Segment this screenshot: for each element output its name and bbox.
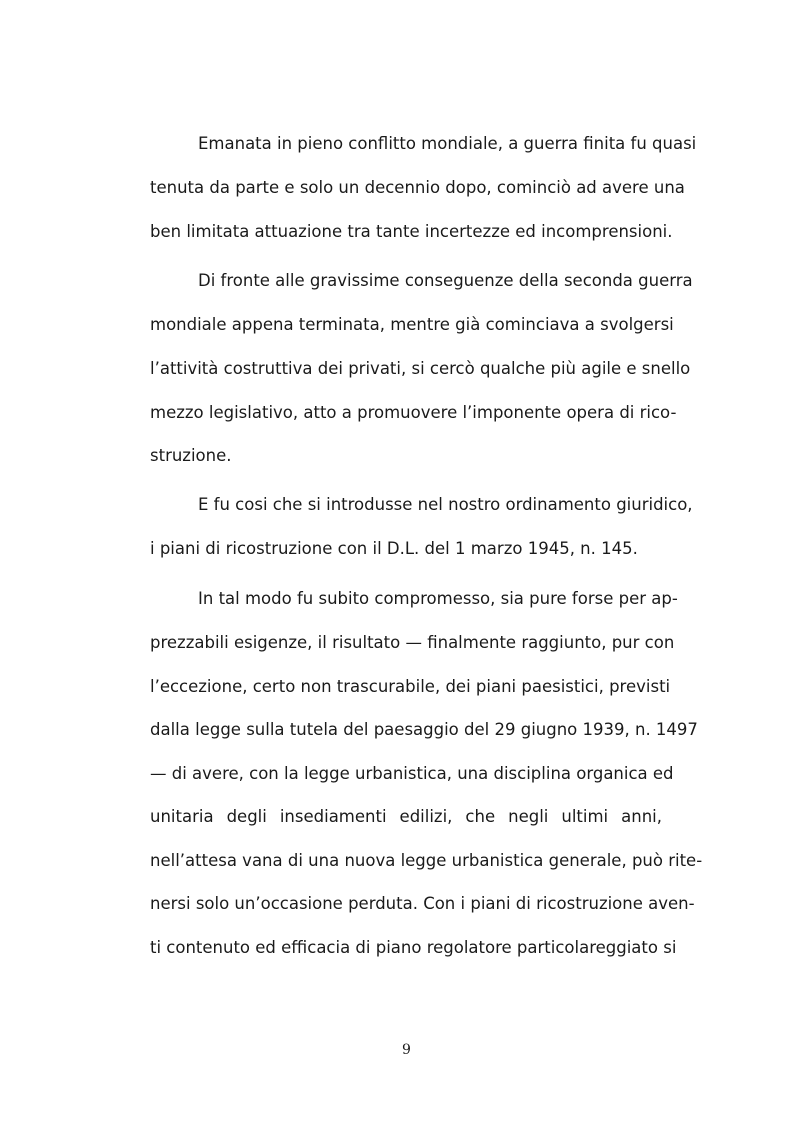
paragraph-3-line-1: E fu cosi che si introdusse nel nostro ordinamento giuridico, xyxy=(198,495,693,514)
paragraph-2-line-3: l’attività costruttiva dei privati, si cercò qualche più agile e snello xyxy=(150,359,691,378)
paragraph-4-line-5: — di avere, con la legge urbanistica, una disciplina organica ed xyxy=(150,764,674,783)
paragraph-4-line-9: ti contenuto ed efficacia di piano regolatore particolareggiato si xyxy=(150,938,677,957)
paragraph-4-line-1: In tal modo fu subito compromesso, sia pure forse per ap- xyxy=(198,589,678,608)
paragraph-4-line-4: dalla legge sulla tutela del paesaggio del 29 giugno 1939, n. 1497 xyxy=(150,720,698,739)
paragraph-4-line-7: nell’attesa vana di una nuova legge urbanistica generale, può rite- xyxy=(150,851,703,870)
paragraph-4-line-8: nersi solo un’occasione perduta. Con i piani di ricostruzione aven- xyxy=(150,894,695,913)
paragraph-3-line-2: i piani di ricostruzione con il D.L. del 1 marzo 1945, n. 145. xyxy=(150,539,638,558)
paragraph-4-line-3: l’eccezione, certo non trascurabile, dei piani paesistici, previsti xyxy=(150,677,671,696)
paragraph-1-line-2: tenuta da parte e solo un decennio dopo, cominciò ad avere una xyxy=(150,178,685,197)
paragraph-2-line-1: Di fronte alle gravissime conseguenze della seconda guerra xyxy=(198,271,693,290)
paragraph-4-line-6: unitaria degli insediamenti edilizi, che negli ultimi anni, xyxy=(150,807,662,826)
page-number: 9 xyxy=(402,1042,411,1058)
paragraph-4-line-2: prezzabili esigenze, il risultato — finalmente raggiunto, pur con xyxy=(150,633,675,652)
paragraph-1-line-1: Emanata in pieno conflitto mondiale, a guerra finita fu quasi xyxy=(198,134,697,153)
paragraph-2-line-2: mondiale appena terminata, mentre già cominciava a svolgersi xyxy=(150,315,674,334)
paragraph-1-line-3: ben limitata attuazione tra tante incertezze ed incomprensioni. xyxy=(150,222,673,241)
paragraph-2-line-4: mezzo legislativo, atto a promuovere l’imponente opera di rico- xyxy=(150,403,677,422)
paragraph-2-line-5: struzione. xyxy=(150,446,232,465)
